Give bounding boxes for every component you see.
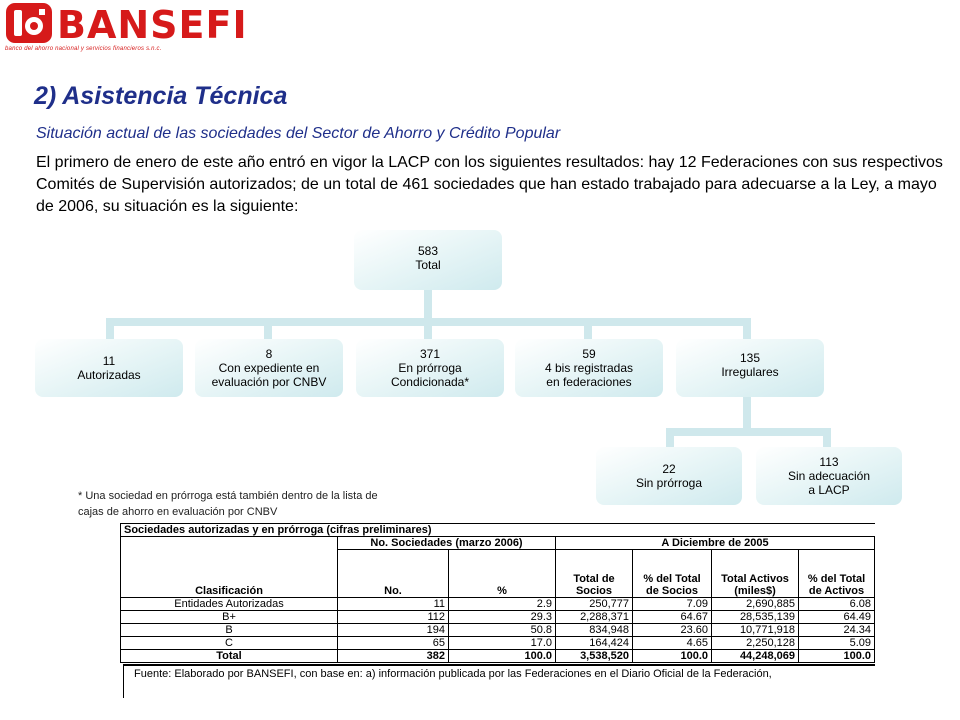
table-cell: 7.09 [633, 598, 712, 611]
connector-child-4 [584, 318, 592, 340]
table-cell: 100.0 [449, 650, 556, 663]
org-node-autorizadas: 11 Autorizadas [35, 339, 183, 397]
org-node-4bis: 59 4 bis registradas en federaciones [515, 339, 663, 397]
col-header-pct: % [449, 550, 556, 598]
table-cell: 2,288,371 [556, 611, 633, 624]
table-cell: B [121, 624, 338, 637]
footnote: * Una sociedad en prórroga está también dentro de la lista de cajas de ahorro en evaluación por CNBV [78, 490, 378, 518]
bansefi-logo-icon [5, 2, 53, 44]
connector-child-5 [743, 318, 751, 340]
intro-paragraph: El primero de enero de este año entró en vigor la LACP con los siguientes resultados: hay 12 Federaciones con sus respectivos Comités de Supervisión autorizados; de un total de 461 sociedades que han estado trabajado para adecuarse a la Ley, a mayo de 2006, su situación es la siguiente: [36, 154, 943, 215]
table-cell: 29.3 [449, 611, 556, 624]
group-header-left: No. Sociedades (marzo 2006) [338, 537, 556, 550]
page-title: 2) Asistencia Técnica [34, 82, 288, 110]
source-left-border [123, 664, 124, 698]
table-cell: 44,248,069 [712, 650, 799, 663]
page-subtitle: Situación actual de las sociedades del Sector de Ahorro y Crédito Popular [36, 125, 561, 142]
table-cell: 23.60 [633, 624, 712, 637]
org-node-irregulares: 135 Irregulares [676, 339, 824, 397]
logo-tagline: banco del ahorro nacional y servicios financieros s.n.c. [5, 46, 162, 52]
table-cell: B+ [121, 611, 338, 624]
table-row [121, 624, 875, 637]
col-header-clasificacion: Clasificación [121, 537, 338, 598]
connector-child-1 [106, 318, 114, 340]
col-header-pct-socios: % del Total de Socios [633, 550, 712, 598]
stats-table-container [120, 523, 875, 663]
table-cell: 28,535,139 [712, 611, 799, 624]
table-cell: 50.8 [449, 624, 556, 637]
table-row [121, 598, 875, 611]
table-cell: 3,538,520 [556, 650, 633, 663]
connector-root-down [424, 289, 432, 319]
table-cell: 11 [338, 598, 449, 611]
table-cell: 5.09 [799, 637, 875, 650]
org-node-prorroga: 371 En prórroga Condicionada* [356, 339, 504, 397]
org-node-expediente: 8 Con expediente en evaluación por CNBV [195, 339, 343, 397]
table-cell: 64.67 [633, 611, 712, 624]
col-header-pct-activos: % del Total de Activos [799, 550, 875, 598]
logo-wordmark: BANSEFI [57, 3, 248, 47]
col-header-no: No. [338, 550, 449, 598]
table-cell: 250,777 [556, 598, 633, 611]
source-divider [123, 664, 875, 666]
table-row [121, 611, 875, 624]
table-row [121, 637, 875, 650]
col-header-total-activos: Total Activos (miles$) [712, 550, 799, 598]
table-total-row [121, 650, 875, 663]
table-cell: 382 [338, 650, 449, 663]
table-cell: Entidades Autorizadas [121, 598, 338, 611]
table-cell: 164,424 [556, 637, 633, 650]
connector-child-2 [264, 318, 272, 340]
table-cell: 4.65 [633, 637, 712, 650]
table-cell: 834,948 [556, 624, 633, 637]
group-header-right: A Diciembre de 2005 [556, 537, 875, 550]
table-caption: Sociedades autorizadas y en prórroga (cifras preliminares) [121, 524, 875, 537]
table-cell: 194 [338, 624, 449, 637]
table-cell: 10,771,918 [712, 624, 799, 637]
org-node-sin-prorroga: 22 Sin prórroga [596, 447, 742, 505]
table-cell: 64.49 [799, 611, 875, 624]
table-cell: 2,250,128 [712, 637, 799, 650]
table-cell: C [121, 637, 338, 650]
connector-sub-bar [666, 428, 830, 436]
table-source-note: Fuente: Elaborado por BANSEFI, con base en: a) información publicada por las Federaciones en el Diario Oficial de la Federación, [134, 668, 772, 680]
col-header-total-socios: Total de Socios [556, 550, 633, 598]
table-cell: Total [121, 650, 338, 663]
connector-sub-2 [823, 428, 831, 448]
org-node-sin-adecuacion: 113 Sin adecuación a LACP [756, 447, 902, 505]
connector-sub-1 [666, 428, 674, 448]
table-cell: 6.08 [799, 598, 875, 611]
table-cell: 100.0 [799, 650, 875, 663]
connector-child-3 [424, 318, 432, 340]
org-node-total: 583 Total [354, 230, 502, 290]
table-cell: 24.34 [799, 624, 875, 637]
table-cell: 112 [338, 611, 449, 624]
table-cell: 2,690,885 [712, 598, 799, 611]
table-cell: 2.9 [449, 598, 556, 611]
connector-irregulares-down [743, 396, 751, 432]
table-cell: 17.0 [449, 637, 556, 650]
stats-table [120, 523, 875, 663]
table-cell: 100.0 [633, 650, 712, 663]
table-cell: 65 [338, 637, 449, 650]
